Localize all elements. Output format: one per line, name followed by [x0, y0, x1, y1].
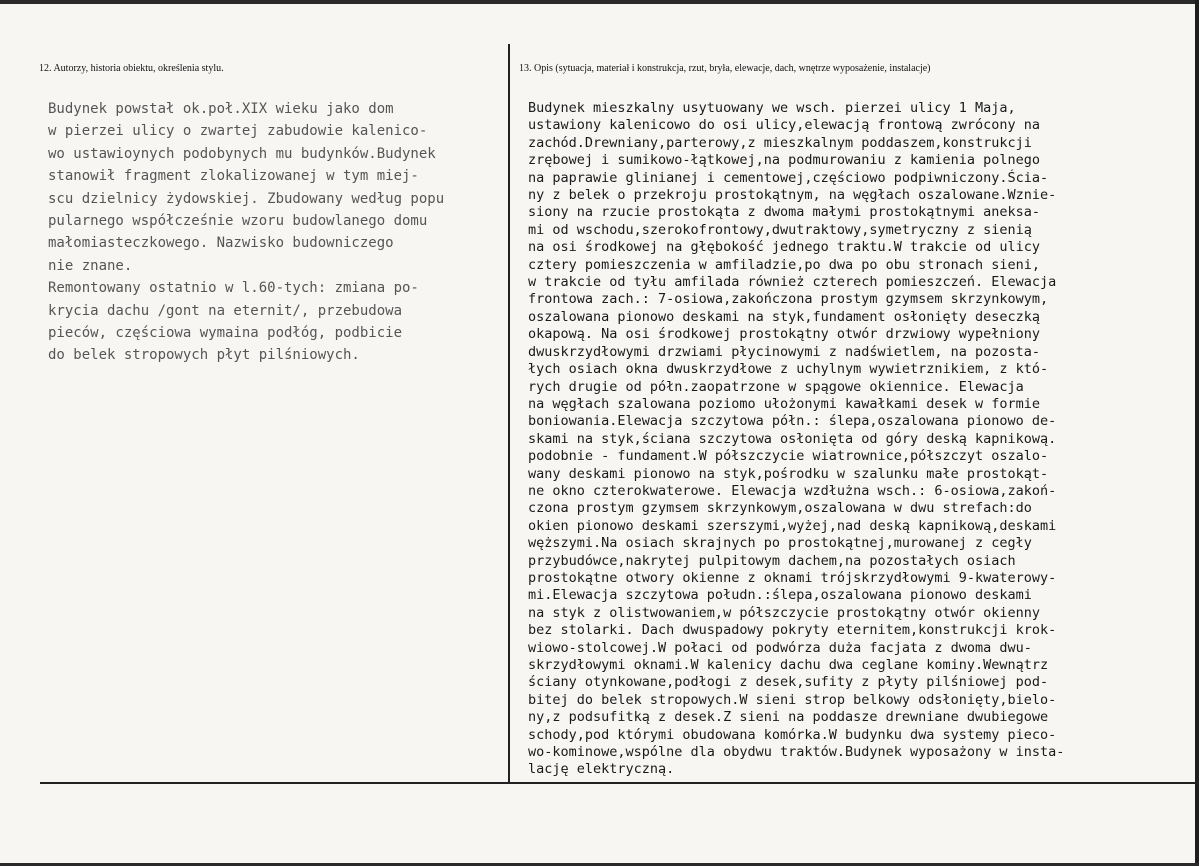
section-13-line: czona prostym gzymsem skrzynkowym,oszalowana w dwu strefach:do: [528, 500, 1032, 517]
section-13-line: łych osiach okna dwuskrzydłowe z uchylnym wywietrznikiem, z któ-: [528, 361, 1049, 378]
scan-edge-top: [0, 0, 1199, 4]
section-13-line: na paprawie glinianej i cementowej,częściowo podpiwniczony.Ścia-: [528, 169, 1049, 186]
section-13-line: okapową. Na osi środkowej prostokątny otwór drzwiowy wypełniony: [528, 326, 1041, 343]
section-13-line: skrzydłowymi oknami.W kalenicy dachu dwa ceglane kominy.Wewnątrz: [528, 657, 1049, 673]
section-13-line: mi.Elewacja szczytowa połudn.:ślepa,oszalowana pionowo deskami: [528, 587, 1032, 604]
section-13-line: boniowania.Elewacja szczytowa półn.: ślepa,oszalowana pionowo de-: [528, 413, 1057, 430]
section-13-line: zrębowej i sumikowo-łątkowej,na podmurowaniu z kamienia polnego: [528, 152, 1041, 169]
section-12-line: scu dzielnicy żydowskiej. Zbudowany według popu: [48, 190, 445, 207]
section-13-line: wiowo-stolcowej.W połaci od podwórza duża facjata z dwoma dwu-: [528, 639, 1032, 656]
section-13-line: schody,pod którymi obudowana komórka.W budynku dwa systemy pieco-: [528, 726, 1057, 743]
column-divider: [508, 44, 510, 782]
section-12-line: Budynek powstał ok.poł.XIX wieku jako dom: [48, 101, 394, 117]
section-13-line: wany deskami pionowo na styk,pośrodku w szalunku małe prostokąt-: [528, 465, 1049, 482]
section-13-line: okien pionowo deskami szerszymi,wyżej,nad deską kapnikową,deskami: [528, 517, 1057, 534]
section-13-line: ny,z podsufitką z desek.Z sieni na poddasze drewniane dwubiegowe: [528, 709, 1049, 726]
section-12-line: pieców, częściowa wymaina podłóg, podbicie: [48, 325, 403, 342]
section-13-line: rych drugie od półn.zaopatrzone w spągowe okiennice. Elewacja: [528, 378, 1024, 395]
section-13-line: w trakcie od tyłu amfilada również czterech pomieszczeń. Elewacja: [528, 274, 1057, 291]
section-12-line: w pierzei ulicy o zwartej zabudowie kalenico-: [48, 123, 428, 140]
section-13-line: mi od wschodu,szerokofrontowy,dwutraktowy,symetryczny z sienią: [528, 221, 1032, 238]
section-13-line: na styk z olistwowaniem,w półszczycie prostokątny otwór okienny: [528, 604, 1041, 621]
bottom-rule-left: [40, 782, 509, 784]
section-13-line: siony na rzucie prostokąta z dwoma małymi prostokątnymi aneksa-: [528, 204, 1041, 221]
section-13-heading: 13. Opis (sytuacja, materiał i konstrukcja, rzut, bryła, elewacje, dach, wnętrze wyposażenie, instalacje): [519, 63, 931, 74]
section-12-heading: 12. Autorzy, historia obiektu, określenia stylu.: [39, 63, 224, 74]
section-13-line: ściany otynkowane,podłogi z desek,sufity z płyty pilśniowej pod-: [528, 674, 1049, 691]
section-13-line: ne okno czterokwaterowe. Elewacja wzdłużna wsch.: 6-osiowa,zakoń-: [528, 482, 1057, 499]
section-12-line: małomiasteczkowego. Nazwisko budowniczego: [48, 235, 394, 252]
section-13-line: prostokątne otwory okienne z oknami trójskrzydłowymi 9-kwaterowy-: [528, 569, 1057, 586]
section-13-line: lację elektryczną.: [528, 761, 675, 778]
section-12-line: do belek stropowych płyt pilśniowych.: [48, 347, 360, 364]
section-13-line: ny z belek o przekroju prostokątnym, na węgłach oszalowane.Wznie-: [528, 187, 1057, 204]
section-12-line: stanowił fragment zlokalizowanej w tym miej-: [48, 168, 419, 185]
section-13-line: Budynek mieszkalny usytuowany we wsch. pierzei ulicy 1 Maja,: [528, 100, 1016, 116]
section-13-line: frontowa zach.: 7-osiowa,zakończona prostym gzymsem skrzynkowym,: [528, 291, 1049, 308]
section-13-line: cztery pomieszczenia w amfiladzie,po dwa po obu stronach sieni,: [528, 256, 1041, 273]
section-12-line: Remontowany ostatnio w l.60-tych: zmiana po-: [48, 280, 419, 297]
section-12-line: krycia dachu /gont na eternit/, przebudowa: [48, 302, 403, 319]
section-13-line: podobnie - fundament.W półszczycie wiatrownice,półszczyt oszalo-: [528, 448, 1049, 465]
section-12-body: [48, 98, 506, 367]
section-13-line: wo-kominowe,wspólne dla obydwu traktów.Budynek wyposażony w insta-: [528, 744, 1065, 761]
section-13-line: na osi środkowej na głębokość jednego traktu.W trakcie od ulicy: [528, 239, 1041, 256]
section-12-line: wo ustawioynych podobynych mu budynków.Budynek: [48, 145, 436, 162]
section-13-line: węższymi.Na osiach skrajnych po prostokątnej,murowanej z cegły: [528, 535, 1032, 552]
section-13-line: przybudówce,nakrytej pulpitowym dachem,na pozostałych osiach: [528, 552, 1016, 569]
section-13-line: bitej do belek stropowych.W sieni strop belkowy odsłonięty,bielo-: [528, 691, 1057, 708]
section-13-body: [528, 100, 1196, 779]
section-13-line: skami na styk,ściana szczytowa osłonięta od góry deską kapnikową.: [528, 430, 1057, 447]
section-13-line: bez stolarki. Dach dwuspadowy pokryty eternitem,konstrukcji krok-: [528, 622, 1057, 639]
section-12-line: pularnego współcześnie wzoru budowlanego domu: [48, 213, 428, 230]
section-13-line: ustawiony kalenicowo do osi ulicy,elewacją frontową zwrócony na: [528, 117, 1041, 134]
section-12-line: nie znane.: [48, 257, 133, 274]
bottom-rule-right: [509, 782, 1199, 784]
section-13-line: dwuskrzydłowymi drzwiami płycinowymi z nadświetlem, na pozosta-: [528, 343, 1041, 360]
section-13-line: oszalowana pionowo deskami na styk,fundament osłonięty deseczką: [528, 308, 1041, 325]
section-13-line: na węgłach szalowana poziomo ułożonymi kawałkami desek w formie: [528, 395, 1041, 412]
section-13-line: zachód.Drewniany,parterowy,z mieszkalnym poddaszem,konstrukcji: [528, 134, 1032, 151]
